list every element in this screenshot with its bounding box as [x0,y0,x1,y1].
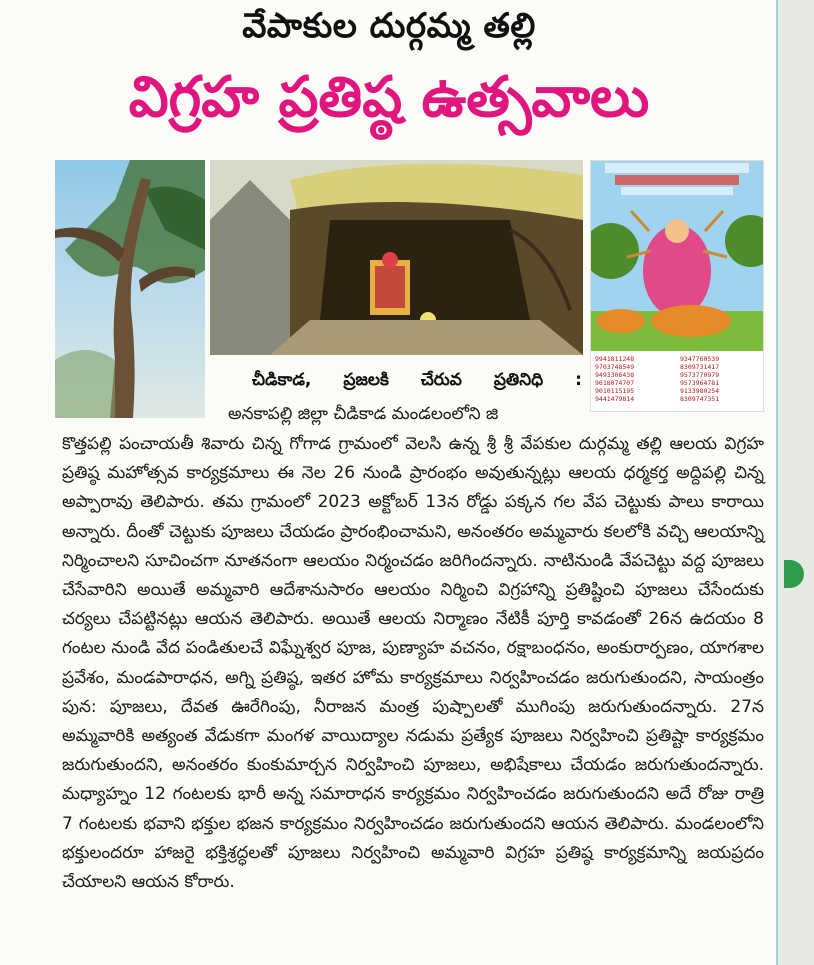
poster-phone: 9493306438 [595,371,635,379]
poster-phone: 9703748549 [595,363,635,371]
poster-phone: 8309747351 [680,395,720,403]
adjacent-column-mark [784,560,804,588]
poster-phone: 9941811248 [595,355,635,363]
article-kicker: వేపాకుల దుర్గమ్మ తల్లి [242,6,536,46]
poster-phone: 9347760539 [680,355,720,363]
article-headline: విగ్రహ ప్రతిష్ఠ ఉత్సవాలు [128,65,650,130]
neem-tree-photo [55,160,205,418]
poster-phone: 9573964781 [680,379,720,387]
poster-phone: 9441479814 [595,395,635,403]
poster-phone: 9133980254 [680,387,720,395]
poster-phone: 9010115195 [595,387,635,395]
shrine-photo [210,160,583,355]
article-body: కొత్తపల్లి పంచాయతీ శివారు చిన్న గోగాడ గ్రామంలో వెలసి ఉన్న శ్రీ శ్రీ వేపకుల దుర్గమ్మ తల్లి ఆలయ విగ్రహ ప్రతిష్ఠ మహోత్సవ కార్యక్రమాలు ఈ నెల 26 నుండి ప్రారంభం అవుతున్నట్లు ఆలయ ధర్మకర్త అద్దిపల్లి చిన్న అప్పారావు తెలిపారు. తమ గ్రామంలో 2023 అక్టోబర్ 13న రోడ్డు పక్కన గల వేప చెట్టుకు పాలు కారాయి అన్నారు. దీంతో చెట్టుకు పూజలు చేయడం ప్రారంభించామని, అనంతరం అమ్మవారు కలలోకి వచ్చి ఆలయాన్ని నిర్మించాలని సూచించగా నూతనంగా ఆలయం నిర్మంచడం జరిగిందన్నారు. నాటినుండి వేపచెట్టు వద్ద పూజలు చేసేవారిని అయితే అమ్మవారి ఆదేశానుసారం ఆలయం నిర్మించి విగ్రహాన్ని ప్రతిష్టించి పూజలు చేసేందుకు చర్యలు చేపట్టినట్లు ఆయన తెలిపారు. అయితే ఆలయ నిర్మాణం నేటికీ పూర్తి కావడంతో 26న ఉదయం 8 గంటల నుండి వేద పండితులచే విఘ్నేశ్వర పూజ, పుణ్యాహ వచనం, రక్షాబంధనం, అంకురార్పణం, యాగశాల ప్రవేశం, మండపారాధన, అగ్ని ప్రతిష్ఠ, ఇతర హోమ కార్యక్రమాలు నిర్వహించడం జరుగుతుందని, సాయంత్రం పున: పూజలు, దేవత ఊరేగింపు, నీరాజన మంత్ర పుష్పాలతో ముగింపు జరుగుతుందన్నారు. 27న అమ్మవారికి అత్యంత వేడుకగా మంగళ వాయిద్యాల నడుమ ప్రత్యేక పూజలు నిర్వహించి ప్రతిష్టా కార్యక్రమం జరుగుతుందని, అనంతరం కుంకుమార్చన నిర్వహించి పూజలు, అభిషేకాలు చేయడం జరుగుతుందన్నారు. మధ్యాహ్నం 12 గంటలకు భారీ అన్న సమారాధన కార్యక్రమం నిర్వహించడం జరుగుతుందని అదే రోజు రాత్రి 7 గంటలకు భవాని భక్తుల భజన కార్యక్రమం నిర్వహించడం జరుగుతుందని ఆయన తెలిపారు. మండలంలోని భక్తులందరూ హాజరై భక్తిశ్రద్ధలతో పూజలు నిర్వహించి అమ్మవారి విగ్రహ ప్రతిష్ఠ కార్యక్రమాన్ని జయప్రదం చేయాలని ఆయన కోరారు. [62,434,764,893]
festival-poster-photo [590,160,764,412]
poster-phone: 8309731417 [680,363,720,371]
poster-phone: 9573770979 [680,371,720,379]
poster-phone: 9618074707 [595,379,635,387]
article-dateline: చీడికాడ, ప్రజలకి చేరువ ప్రతినిధి : [252,370,582,390]
poster-phone-list [595,355,759,403]
article-first-line: అనకాపల్లి జిల్లా చీడికాడ మండలంలోని జి [228,404,499,424]
adjacent-column-edge [776,0,814,965]
